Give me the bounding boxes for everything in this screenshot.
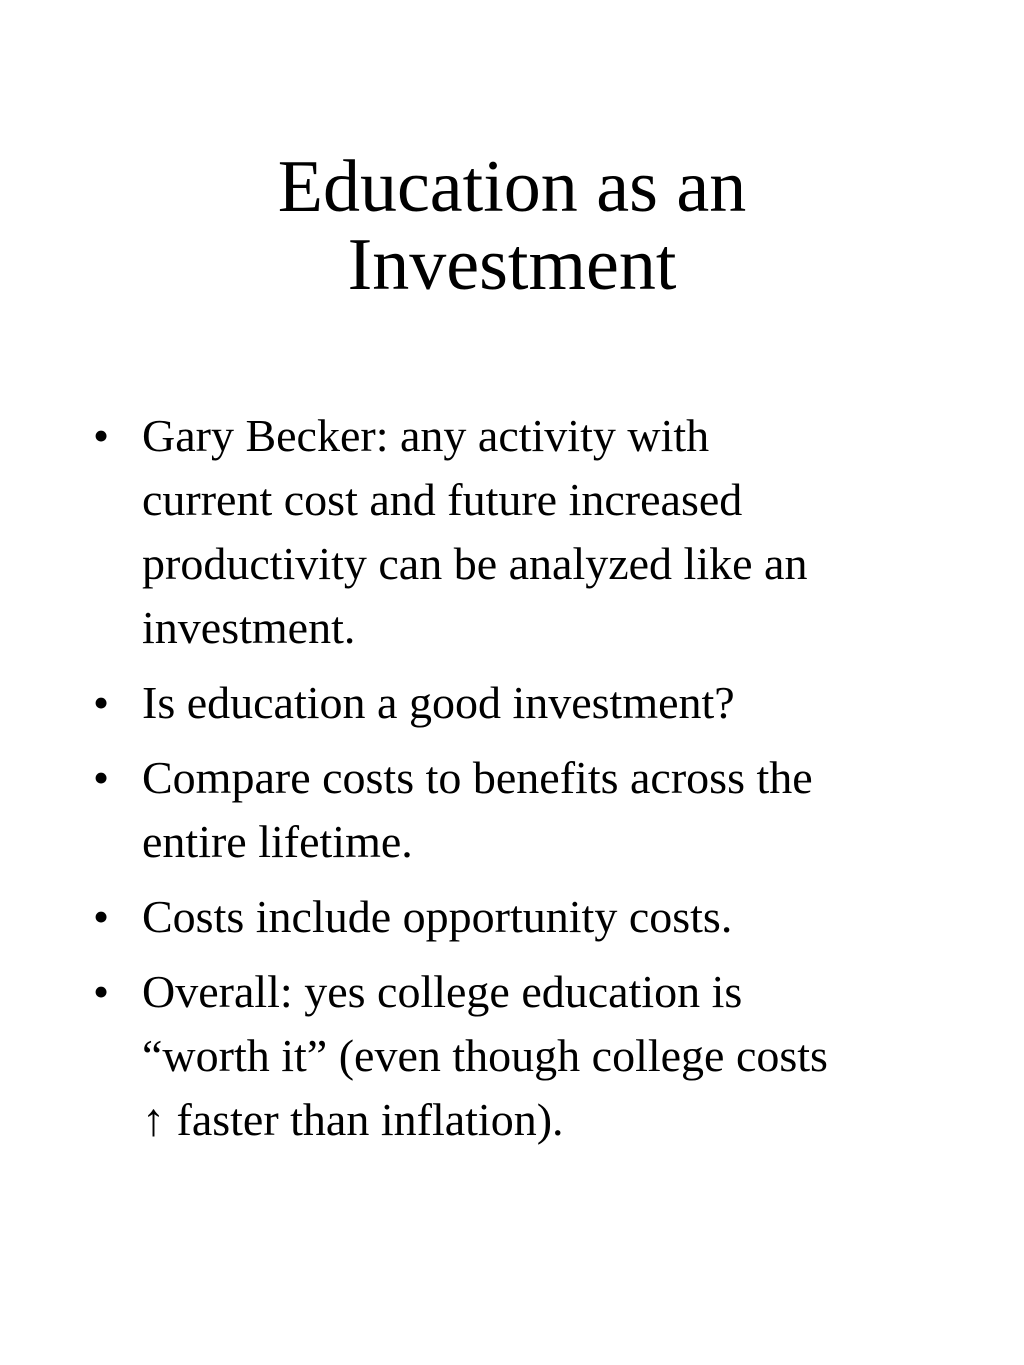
bullet-point-icon: •: [92, 891, 110, 942]
bullet-text-line: Costs include opportunity costs.: [142, 891, 733, 942]
bullet-item: [86, 746, 966, 874]
bullet-list: [86, 404, 966, 1163]
bullet-text: [142, 404, 966, 660]
bullet-text-line: entire lifetime.: [142, 816, 413, 867]
bullet-point-icon: •: [92, 677, 110, 728]
bullet-point-icon: •: [92, 966, 110, 1017]
bullet-text-line: “worth it” (even though college costs: [142, 1030, 828, 1081]
bullet-text: [142, 746, 966, 874]
bullet-text-line: investment.: [142, 602, 356, 653]
bullet-text: [142, 960, 966, 1152]
bullet-text: [142, 885, 966, 949]
bullet-item: [86, 671, 966, 735]
bullet-text-line: productivity can be analyzed like an: [142, 538, 808, 589]
slide-title-line: Education as an: [277, 146, 747, 228]
bullet-text-line: Is education a good investment?: [142, 677, 735, 728]
bullet-text: [142, 671, 966, 735]
bullet-point-icon: •: [92, 410, 110, 461]
bullet-text-line: ↑ faster than inflation).: [142, 1094, 564, 1145]
bullet-point-icon: •: [92, 752, 110, 803]
bullet-item: [86, 960, 966, 1152]
slide-title: [0, 148, 1024, 304]
bullet-text-line: Overall: yes college education is: [142, 966, 743, 1017]
bullet-text-line: Compare costs to benefits across the: [142, 752, 813, 803]
bullet-text-line: current cost and future increased: [142, 474, 743, 525]
bullet-text-line: Gary Becker: any activity with: [142, 410, 710, 461]
bullet-item: [86, 404, 966, 660]
bullet-item: [86, 885, 966, 949]
slide-title-line: Investment: [347, 224, 677, 306]
